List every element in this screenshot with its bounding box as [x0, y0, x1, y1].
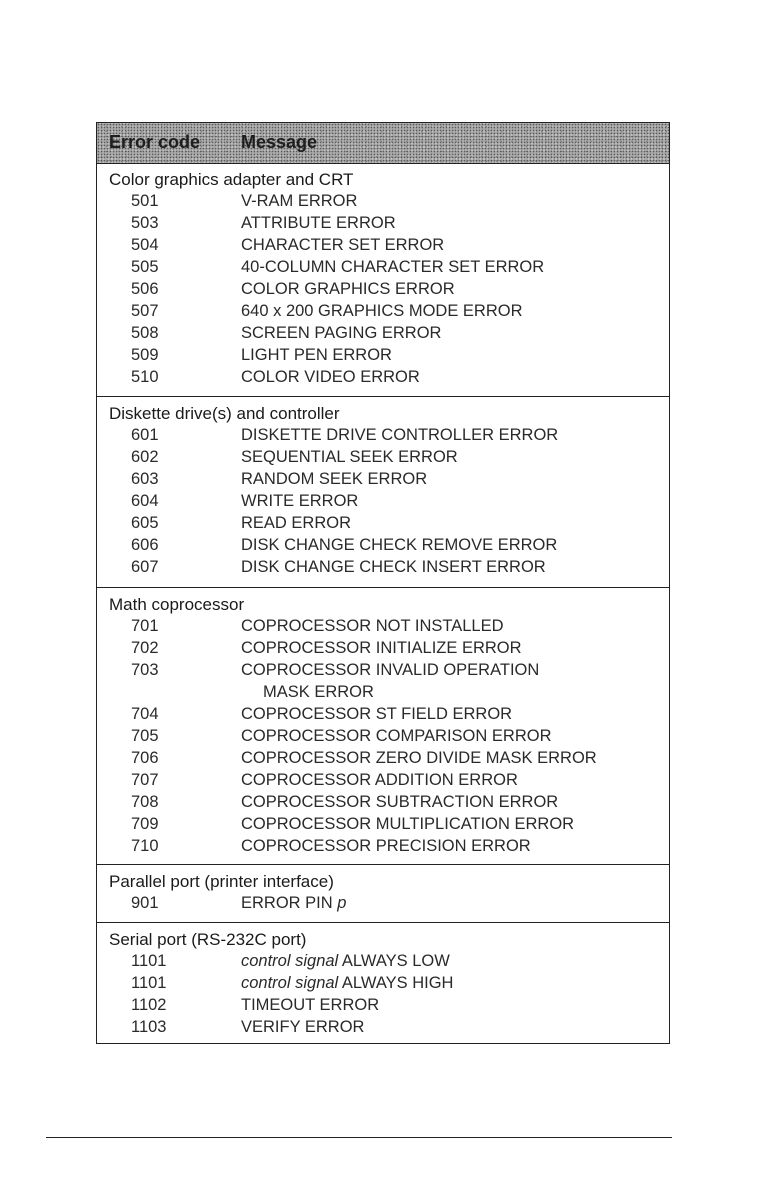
error-code: 1101	[131, 952, 167, 970]
section-title: Math coprocessor	[109, 595, 245, 614]
table-row	[97, 727, 669, 749]
table-row	[97, 617, 669, 639]
error-code: 603	[131, 470, 159, 488]
table-row	[97, 749, 669, 771]
error-message	[241, 324, 441, 343]
error-message-text: COPROCESSOR PRECISION ERROR	[241, 837, 531, 855]
error-message-text: DISK CHANGE CHECK INSERT ERROR	[241, 558, 546, 576]
table-row	[97, 426, 669, 448]
error-message	[241, 661, 539, 680]
error-message-text: V-RAM ERROR	[241, 192, 358, 210]
error-message	[241, 192, 357, 211]
error-message-variable: p	[337, 894, 347, 912]
error-message	[241, 236, 444, 255]
error-message	[241, 514, 351, 533]
error-code: 505	[131, 258, 159, 276]
error-message-text: 40-COLUMN CHARACTER SET ERROR	[241, 258, 545, 276]
error-message	[241, 974, 453, 993]
error-message-text: ALWAYS HIGH	[338, 974, 454, 992]
error-message	[241, 470, 427, 489]
error-code: 604	[131, 492, 159, 510]
error-message	[241, 558, 546, 577]
error-code: 509	[131, 346, 159, 364]
error-message-text: COPROCESSOR SUBTRACTION ERROR	[241, 793, 559, 811]
error-code: 708	[131, 793, 159, 811]
table-row	[97, 639, 669, 661]
error-code: 510	[131, 368, 159, 386]
error-message-text: DISKETTE DRIVE CONTROLLER ERROR	[241, 426, 559, 444]
error-code: 704	[131, 705, 159, 723]
error-code: 901	[131, 894, 159, 912]
error-message	[241, 639, 522, 658]
table-row	[97, 214, 669, 236]
error-code: 606	[131, 536, 159, 554]
section	[97, 587, 669, 865]
error-code: 607	[131, 558, 159, 576]
header-error-code: Error code	[109, 132, 201, 152]
error-message	[241, 771, 518, 790]
error-message	[241, 996, 379, 1015]
error-message-text: COLOR GRAPHICS ERROR	[241, 280, 455, 298]
section-title: Serial port (RS-232C port)	[109, 930, 307, 949]
table-row	[97, 448, 669, 470]
table-row	[97, 258, 669, 280]
error-code: 710	[131, 837, 159, 855]
table-row	[97, 952, 669, 974]
section	[97, 396, 669, 588]
table-row	[97, 324, 669, 346]
error-message	[241, 705, 512, 724]
error-message-text: COPROCESSOR ZERO DIVIDE MASK ERROR	[241, 749, 597, 767]
error-code: 507	[131, 302, 159, 320]
error-code: 707	[131, 771, 159, 789]
error-code: 1103	[131, 1018, 167, 1036]
error-code-table	[96, 122, 670, 1044]
error-message	[241, 258, 544, 277]
table-row	[97, 705, 669, 727]
table-row	[97, 280, 669, 302]
table-row	[97, 236, 669, 258]
table-row	[97, 1018, 669, 1040]
error-message-text: ERROR PIN	[241, 894, 338, 912]
error-message-text: COPROCESSOR ST FIELD ERROR	[241, 705, 513, 723]
error-message	[241, 448, 458, 467]
error-message	[241, 617, 504, 636]
error-code: 605	[131, 514, 159, 532]
error-message	[241, 280, 455, 299]
error-message	[241, 302, 523, 321]
error-code: 501	[131, 192, 159, 210]
error-code: 506	[131, 280, 159, 298]
error-message-text: COPROCESSOR INVALID OPERATION	[241, 661, 540, 679]
error-message-text: VERIFY ERROR	[241, 1018, 365, 1036]
page-footer-rule	[46, 1137, 672, 1138]
error-message-text: DISK CHANGE CHECK REMOVE ERROR	[241, 536, 558, 554]
table-row	[97, 470, 669, 492]
table-row	[97, 368, 669, 390]
error-code: 601	[131, 426, 159, 444]
table-row	[97, 514, 669, 536]
error-message-variable: control signal	[241, 974, 339, 992]
section	[97, 163, 669, 396]
error-message-text: CHARACTER SET ERROR	[241, 236, 445, 254]
error-message	[241, 536, 557, 555]
header-message: Message	[241, 132, 318, 152]
error-message-text: TIMEOUT ERROR	[241, 996, 380, 1014]
error-code: 1102	[131, 996, 167, 1014]
error-message	[241, 749, 597, 768]
error-code: 508	[131, 324, 159, 342]
table-row	[97, 996, 669, 1018]
error-message	[241, 952, 450, 971]
error-message-continuation: MASK ERROR	[263, 683, 374, 701]
table-row	[97, 793, 669, 815]
error-message	[241, 793, 558, 812]
table-row	[97, 661, 669, 683]
error-message	[241, 894, 346, 913]
section-title: Parallel port (printer interface)	[109, 872, 334, 891]
error-message	[241, 426, 558, 445]
section-title: Color graphics adapter and CRT	[109, 170, 354, 189]
error-code: 709	[131, 815, 159, 833]
error-code: 504	[131, 236, 159, 254]
error-message-text: ALWAYS LOW	[338, 952, 450, 970]
error-message	[241, 727, 551, 746]
table-header	[97, 123, 669, 164]
section	[97, 922, 669, 1044]
error-code: 602	[131, 448, 159, 466]
section-title: Diskette drive(s) and controller	[109, 404, 340, 423]
table-row	[97, 536, 669, 558]
error-message-text: ATTRIBUTE ERROR	[241, 214, 396, 232]
error-message	[241, 368, 420, 387]
error-message-text: SCREEN PAGING ERROR	[241, 324, 442, 342]
error-message-text: READ ERROR	[241, 514, 352, 532]
error-message-text: COPROCESSOR MULTIPLICATION ERROR	[241, 815, 575, 833]
table-row	[97, 837, 669, 859]
error-code: 705	[131, 727, 159, 745]
error-code: 701	[131, 617, 159, 635]
table-row	[97, 492, 669, 514]
error-message-text: COPROCESSOR INITIALIZE ERROR	[241, 639, 522, 657]
error-message	[241, 837, 531, 856]
error-message	[241, 1018, 364, 1037]
error-code: 702	[131, 639, 159, 657]
table-row	[97, 815, 669, 837]
error-message-text: COPROCESSOR COMPARISON ERROR	[241, 727, 552, 745]
error-message-text: COPROCESSOR ADDITION ERROR	[241, 771, 518, 789]
error-message-variable: control signal	[241, 952, 339, 970]
table-row	[97, 302, 669, 324]
error-message-text: COLOR VIDEO ERROR	[241, 368, 420, 386]
error-code: 703	[131, 661, 159, 679]
error-message	[241, 492, 358, 511]
error-message-text: RANDOM SEEK ERROR	[241, 470, 428, 488]
table-row	[97, 192, 669, 214]
error-message-text: LIGHT PEN ERROR	[241, 346, 392, 364]
error-message	[241, 815, 574, 834]
section	[97, 864, 669, 923]
error-code: 1101	[131, 974, 167, 992]
error-code: 706	[131, 749, 159, 767]
table-row	[97, 558, 669, 580]
error-message	[241, 346, 392, 365]
error-message-text: 640 x 200 GRAPHICS MODE ERROR	[241, 302, 523, 320]
error-message	[241, 214, 396, 233]
error-message-text: SEQUENTIAL SEEK ERROR	[241, 448, 458, 466]
error-code: 503	[131, 214, 159, 232]
table-row	[97, 894, 669, 916]
table-row	[97, 771, 669, 793]
error-message-text: COPROCESSOR NOT INSTALLED	[241, 617, 504, 635]
error-message-text: WRITE ERROR	[241, 492, 359, 510]
table-row	[97, 974, 669, 996]
table-row	[97, 346, 669, 368]
